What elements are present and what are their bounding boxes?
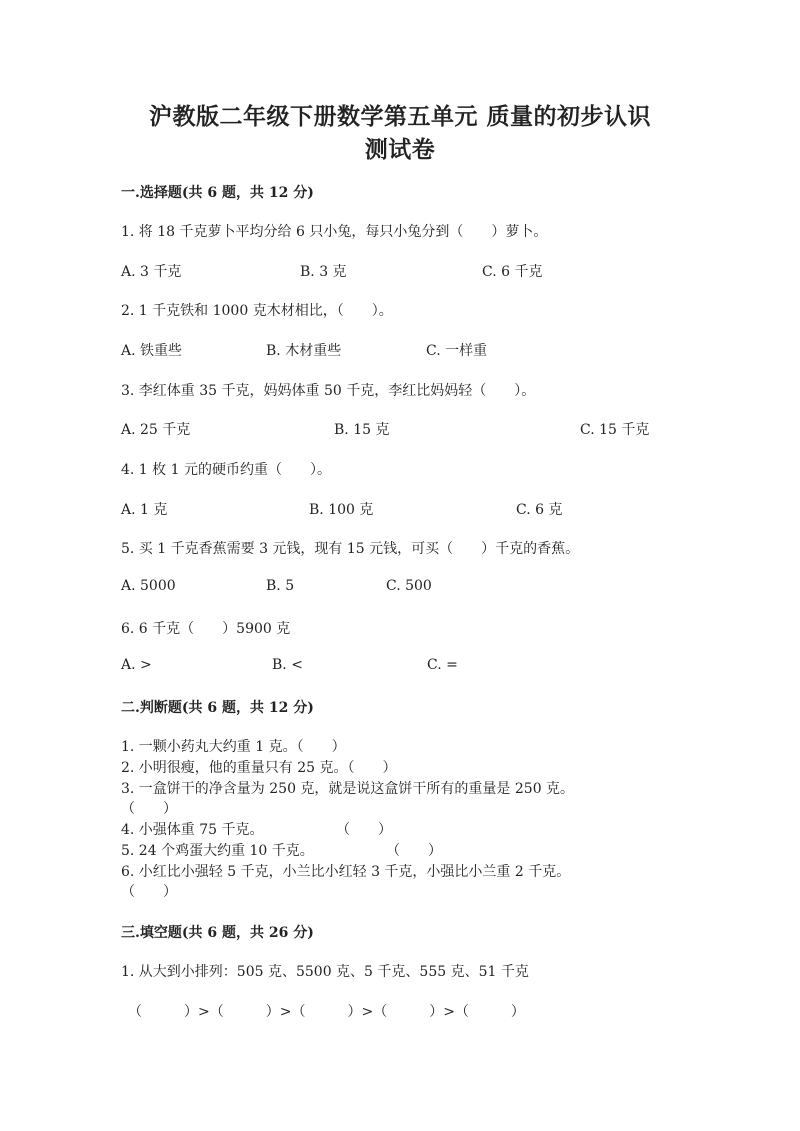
option-b: B. 木材重些 (266, 343, 342, 359)
fill-question-1: 1. 从大到小排列：505 克、5500 克、5 千克、555 克、51 千克 (121, 964, 529, 980)
option-b: B. 15 克 (334, 422, 390, 438)
option-a: A. 铁重些 (121, 343, 183, 359)
option-b: B. 5 (266, 578, 295, 594)
option-b: B. 100 克 (309, 502, 374, 518)
judgment-4-paren: （ ） (336, 822, 392, 838)
judgment-6: 6. 小红比小强轻 5 千克，小兰比小红轻 3 千克，小强比小兰重 2 千克。 (121, 864, 571, 880)
option-a: A. 5000 (121, 578, 176, 594)
judgment-6-paren: （ ） (121, 884, 177, 900)
option-a: A. 1 克 (121, 502, 168, 518)
judgment-1: 1. 一颗小药丸大约重 1 克。（ ） (121, 739, 346, 755)
page-title: 沪教版二年级下册数学第五单元 质量的初步认识 (148, 103, 651, 130)
judgment-3: 3. 一盒饼干的净含量为 250 克，就是说这盒饼干所有的重量是 250 克。 (121, 781, 575, 797)
fill-question-1-blanks: （ ）>（ ）>（ ）>（ ）>（ ） (128, 1004, 525, 1020)
option-c: C. 6 千克 (482, 264, 543, 280)
section-heading-choice: 一.选择题(共 6 题，共 12 分) (121, 185, 314, 201)
question-2: 2. 1 千克铁和 1000 克木材相比，（ ）。 (121, 303, 393, 319)
section-heading-judgment: 二.判断题(共 6 题，共 12 分) (121, 700, 314, 716)
question-3: 3. 李红体重 35 千克，妈妈体重 50 千克，李红比妈妈轻（ ）。 (121, 383, 536, 399)
option-c: C. 6 克 (516, 502, 563, 518)
question-6: 6. 6 千克（ ）5900 克 (121, 621, 291, 637)
section-heading-fill: 三.填空题(共 6 题，共 26 分) (121, 925, 314, 941)
option-c: C. = (427, 657, 458, 673)
option-a: A. > (121, 657, 152, 673)
option-a: A. 3 千克 (121, 264, 182, 280)
option-c: C. 一样重 (426, 343, 488, 359)
page-subtitle: 测试卷 (364, 136, 436, 163)
option-c: C. 15 千克 (580, 422, 650, 438)
judgment-2: 2. 小明很瘦，他的重量只有 25 克。（ ） (121, 760, 397, 776)
question-5: 5. 买 1 千克香蕉需要 3 元钱，现有 15 元钱，可买（ ）千克的香蕉。 (121, 541, 580, 557)
judgment-4: 4. 小强体重 75 千克。 (121, 822, 264, 838)
question-4: 4. 1 枚 1 元的硬币约重（ ）。 (121, 462, 331, 478)
judgment-5-paren: （ ） (386, 843, 442, 859)
judgment-5: 5. 24 个鸡蛋大约重 10 千克。 (121, 843, 314, 859)
judgment-3-paren: （ ） (121, 801, 177, 817)
option-a: A. 25 千克 (121, 422, 191, 438)
option-c: C. 500 (386, 578, 432, 594)
question-1: 1. 将 18 千克萝卜平均分给 6 只小兔，每只小兔分到（ ）萝卜。 (121, 224, 548, 240)
option-b: B. 3 克 (300, 264, 347, 280)
option-b: B. < (272, 657, 303, 673)
